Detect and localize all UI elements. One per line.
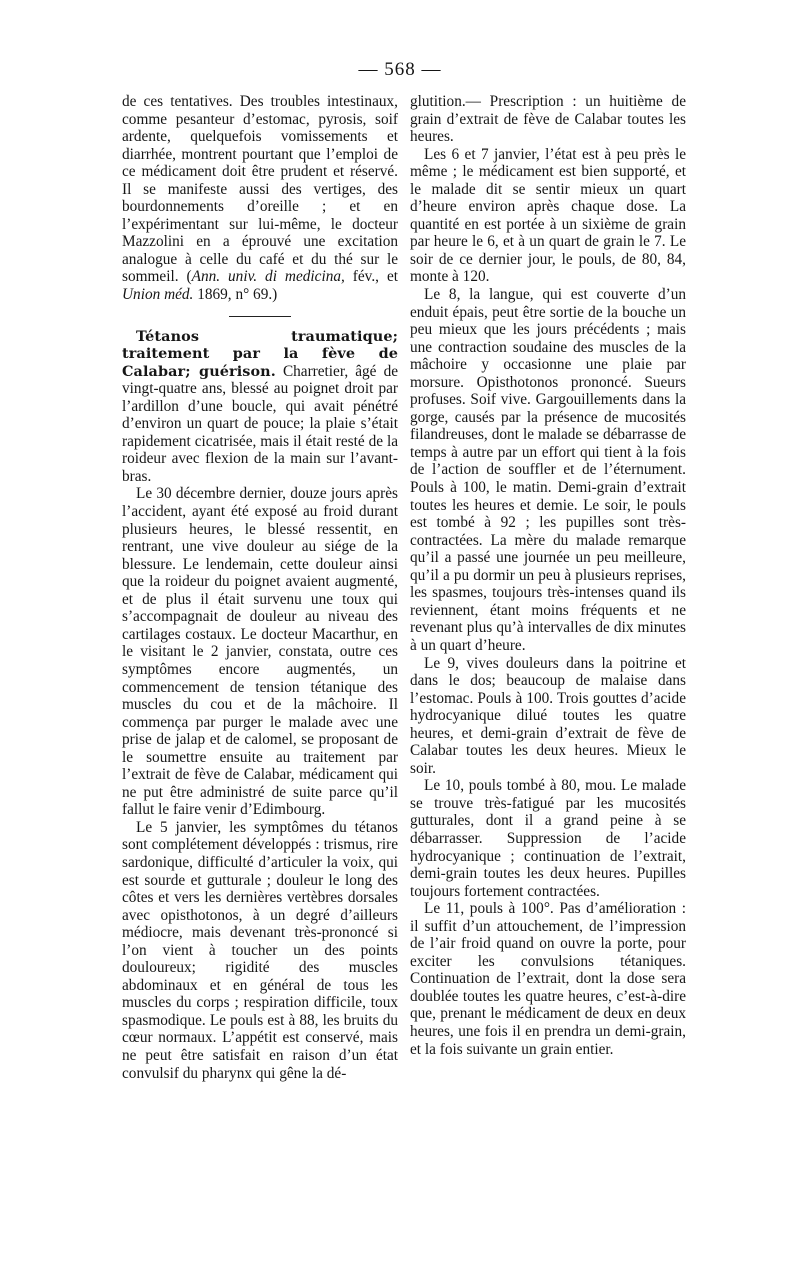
citation-journal-2: Union méd. xyxy=(122,286,194,304)
paragraph-text: Charretier, âgé de vingt-quatre ans, blessé au poignet droit par l’ardillon d’une boucle, qui avait pénétré d’environ un quart de pouce; la plaie s’était rapidement cicatrisée, mais il était resté de la roideur avec flexion de la main sur l’avant-bras. xyxy=(122,362,399,485)
section-heading: Tétanos traumatique; traitement par la fève de Calabar; guérison. xyxy=(122,327,398,380)
paragraph: Le 5 janvier, les symptômes du tétanos sont complétement développés : trismus, rire sardonique, difficulté d’articuler la voix, qui est sourde et gutturale ; douleur le long des côtes et vers les dernières vertèbres dorsales avec opisthotonos, à un degré d’ailleurs médiocre, mais devenant très-prononcé si l’on vient à toucher un des points douloureux; rigidité des muscles abdominaux et en général de tous les muscles du corps ; respiration difficile, toux spasmodique. Le pouls est à 88, les bruits du cœur normaux. L’appétit est conservé, mais ne peut être satisfait en raison d’un état convulsif du pharynx qui gêne la dé- xyxy=(122,818,398,1082)
paragraph: glutition.— Prescription : un huitième de grain d’extrait de fève de Calabar toutes les heures. xyxy=(410,93,686,146)
page-number: — 568 — xyxy=(358,59,442,80)
paragraph: Le 10, pouls tombé à 80, mou. Le malade se trouve très-fatigué par les mucosités gutturales, dont il a grand peine à se débarrasser. Suppression de l’acide hydrocyanique ; continuation de l’extrait, demi-grain toutes les deux heures. Pupilles toujours fortement contractées. xyxy=(410,777,686,900)
citation-open: ( xyxy=(178,268,192,286)
left-column xyxy=(122,93,398,1082)
paragraph: Le 9, vives douleurs dans la poitrine et dans le dos; beaucoup de malaise dans l’estomac. Pouls à 100. Trois gouttes d’acide hydrocyanique dilué toutes les quatre heures, et demi-grain d’extrait de fève de Calabar toutes les deux heures. Mieux le soir. xyxy=(410,654,686,777)
paragraph: Le 11, pouls à 100°. Pas d’amélioration : il suffit d’un attouchement, de l’impression de l’air froid quand on ouvre la porte, pour exciter les convulsions tétaniques. Continuation de l’extrait, dont la dose sera doublée toutes les quatre heures, c’est-à-dire que, prenant le médicament de deux en deux heures, une fois il en prendra un demi-grain, et la fois suivante un grain entier. xyxy=(410,900,686,1058)
paragraph: Les 6 et 7 janvier, l’état est à peu près le même ; le médicament est bien supporté, et le malade dit se sentir mieux un quart d’heure environ après chaque dose. La quantité en est portée à un sixième de grain par heure le 6, et à un quart de grain le 7. Le soir de ce dernier jour, le pouls, de 80, 84, monte à 120. xyxy=(410,145,686,286)
paragraph-text: de ces tentatives. Des troubles intestinaux, comme pesanteur d’estomac, pyrosis, soif ardente, quelquefois vomissements et diarrhée, montrent pourtant que l’emploi de ce médicament doit être prudent et réservé. Il se manifeste aussi des vertiges, des bourdonnements d’oreille ; et en l’expérimentant sur lui-même, le docteur Mazzolini en a éprouvé une excitation analogue à celle du café et du thé sur le sommeil. xyxy=(122,93,398,286)
right-column xyxy=(410,93,686,1058)
paragraph xyxy=(122,328,398,486)
citation-journal: Ann. univ. di medicina, xyxy=(191,268,345,286)
citation-end: 1869, n° 69.) xyxy=(193,286,278,304)
section-divider xyxy=(229,316,291,317)
paragraph xyxy=(122,93,398,304)
citation-mid: fév., et xyxy=(344,268,398,286)
paragraph: Le 8, la langue, qui est couverte d’un enduit épais, peut être sortie de la bouche un peu mieux que les jours précédents ; mais une contraction soudaine des muscles de la mâchoire y occasionne une plaie par morsure. Opisthotonos prononcé. Sueurs profuses. Soif vive. Gargouillements dans la gorge, causés par la présence de mucosités filandreuses, dont le malade se débarrasse de temps à autre par un effort qui tient à la fois de l’action de souffler et de l’éternument. Pouls à 100, le matin. Demi-grain d’extrait toutes les heures et demie. Le soir, le pouls est tombé à 92 ; les pupilles sont très-contractées. La mère du malade remarque qu’il a passé une journée un peu meilleure, qu’il a pu dormir un peu à plusieurs reprises, les spasmes, toujours très-intenses quand ils reviennent, étant moins fréquents et ne revenant plus qu’à intervalles de dix minutes à un quart d’heure. xyxy=(410,286,686,654)
paragraph: Le 30 décembre dernier, douze jours après l’accident, ayant été exposé au froid durant plusieurs heures, le blessé ressentit, en rentrant, une vive douleur au siége de la blessure. Le lendemain, cette douleur ainsi que la roideur du poignet avaient augmenté, et de plus il était survenu une toux qui s’accompagnait de douleur au niveau des cartilages costaux. Le docteur Macarthur, en le visitant le 2 janvier, constata, outre ces symptômes encore augmentés, un commencement de tension tétanique des muscles du cou et de la mâchoire. Il commença par purger le malade avec une prise de jalap et de calomel, se proposant de le soumettre ensuite au traitement par l’extrait de fève de Calabar, médicament qui ne put être administré de suite parce qu’il fallut le faire venir d’Edimbourg. xyxy=(122,485,398,819)
